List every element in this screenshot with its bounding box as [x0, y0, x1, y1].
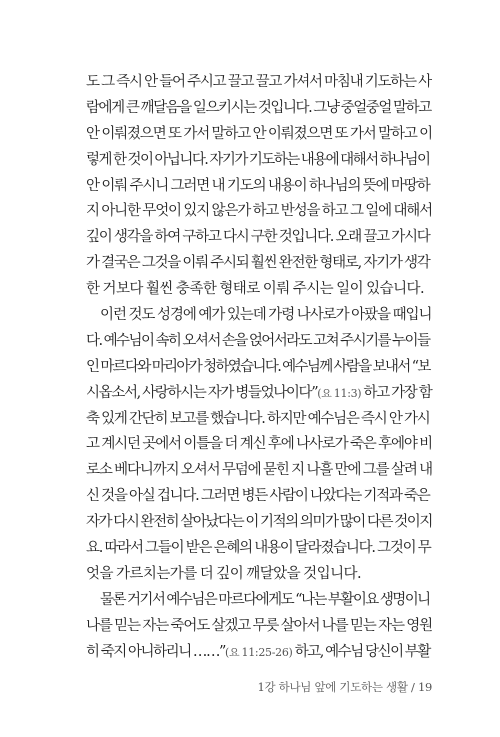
line-text: 나를 믿는 자는 죽어도 살겠고 무릇 살아서 나를 믿는 자는 영원 — [86, 617, 433, 634]
text-line — [86, 225, 432, 251]
text-line — [86, 251, 432, 277]
line-text: 깊이 생각을 하여 구하고 다시 구한 것입니다. 오래 끌고 가시다 — [86, 229, 430, 246]
text-line — [86, 148, 432, 174]
text-line — [86, 277, 432, 303]
text-line — [86, 432, 432, 458]
text-line — [86, 458, 432, 484]
text-line — [86, 588, 432, 614]
line-text: 신 것을 아실 겁니다. 그러면 병든 사람이 나았다는 기적과 죽은 — [86, 488, 430, 505]
line-text: 고 계시던 곳에서 이틀을 더 계신 후에 나사로가 죽은 후에야 비 — [86, 436, 433, 453]
body-text — [86, 70, 432, 665]
text-line — [86, 381, 432, 407]
text-line — [86, 122, 432, 148]
text-line — [86, 640, 432, 666]
line-text: 지 아니한 무엇이 있지 않은가 하고 반성을 하고 그 일에 대해서 — [86, 203, 433, 220]
line-text: 가 결국은 그것을 이뤄 주시되 훨씬 완전한 형태로, 자기가 생각 — [86, 255, 430, 272]
text-line — [86, 70, 432, 96]
line-text: 물론 거기서 예수님은 마르다에게도 “나는 부활이요 생명이니 — [100, 591, 430, 608]
text-line — [86, 484, 432, 510]
line-text: 안 이뤄졌으면 또 가서 말하고 안 이뤄졌으면 또 가서 말하고 이 — [86, 125, 433, 142]
scripture-reference: (요 11:3) — [317, 386, 362, 400]
line-text: 시옵소서, 사랑하시는 자가 병들었나이다” — [86, 384, 318, 401]
line-text: 자가 다시 완전히 살아났다는 이 기적의 의미가 많이 다른 것이지 — [86, 514, 432, 531]
paragraph — [86, 70, 432, 303]
line-text: 람에게 큰 깨달음을 일으키시는 것입니다. 그냥 중얼중얼 말하고 — [86, 99, 431, 116]
text-line — [86, 510, 432, 536]
running-title: 1강 하나님 앞에 기도하는 생활 — [257, 680, 408, 694]
footer-separator: / — [411, 680, 415, 694]
line-text: 이런 것도 성경에 예가 있는데 가령 나사로가 아팠을 때입니 — [100, 307, 432, 324]
line-text: 축 있게 간단히 보고를 했습니다. 하지만 예수님은 즉시 안 가시 — [86, 410, 430, 427]
line-text: 도 그 즉시 안 들어 주시고 끌고 끌고 가셔서 마침내 기도하는 사 — [86, 74, 431, 90]
text-line — [86, 199, 432, 225]
text-line — [86, 329, 432, 355]
scripture-reference: (요 11:25-26) — [225, 645, 293, 659]
text-line — [86, 174, 432, 200]
page-footer — [86, 679, 432, 695]
text-line — [86, 614, 432, 640]
line-text: 한 거보다 훨씬 충족한 형태로 이뤄 주시는 일이 있습니다. — [86, 281, 425, 298]
paragraph — [86, 588, 432, 666]
line-text: 요. 따라서 그들이 받은 은혜의 내용이 달라졌습니다. 그것이 무 — [86, 540, 431, 557]
text-line — [86, 303, 432, 329]
line-text: 히 죽지 아니하리니 ……” — [86, 643, 225, 660]
page-number: 19 — [417, 680, 432, 694]
line-text-continued: 하고 가장 함 — [361, 384, 432, 401]
line-text: 다. 예수님이 속히 오셔서 손을 얹어서라도 고쳐 주시기를 누이들 — [86, 332, 430, 349]
text-line — [86, 562, 432, 588]
line-text: 인 마르다와 마리아가 청하였습니다. 예수님께 사람을 보내서 “보 — [86, 358, 430, 375]
line-text: 로소 베다니까지 오셔서 무덤에 묻힌 지 나흘 만에 그를 살려 내 — [86, 462, 433, 479]
text-line — [86, 407, 432, 433]
paragraph — [86, 303, 432, 588]
text-line — [86, 96, 432, 122]
line-text-continued: 하고, 예수님 당신이 부활 — [292, 643, 430, 660]
line-text: 엇을 가르치는가를 더 깊이 깨달았을 것입니다. — [86, 565, 362, 582]
text-line — [86, 536, 432, 562]
line-text: 렇게 한 것이 아닙니다. 자기가 기도하는 내용에 대해서 하나님이 — [86, 151, 430, 168]
line-text: 안 이뤄 주시니 그러면 내 기도의 내용이 하나님의 뜻에 마땅하 — [86, 177, 430, 194]
text-line — [86, 355, 432, 381]
